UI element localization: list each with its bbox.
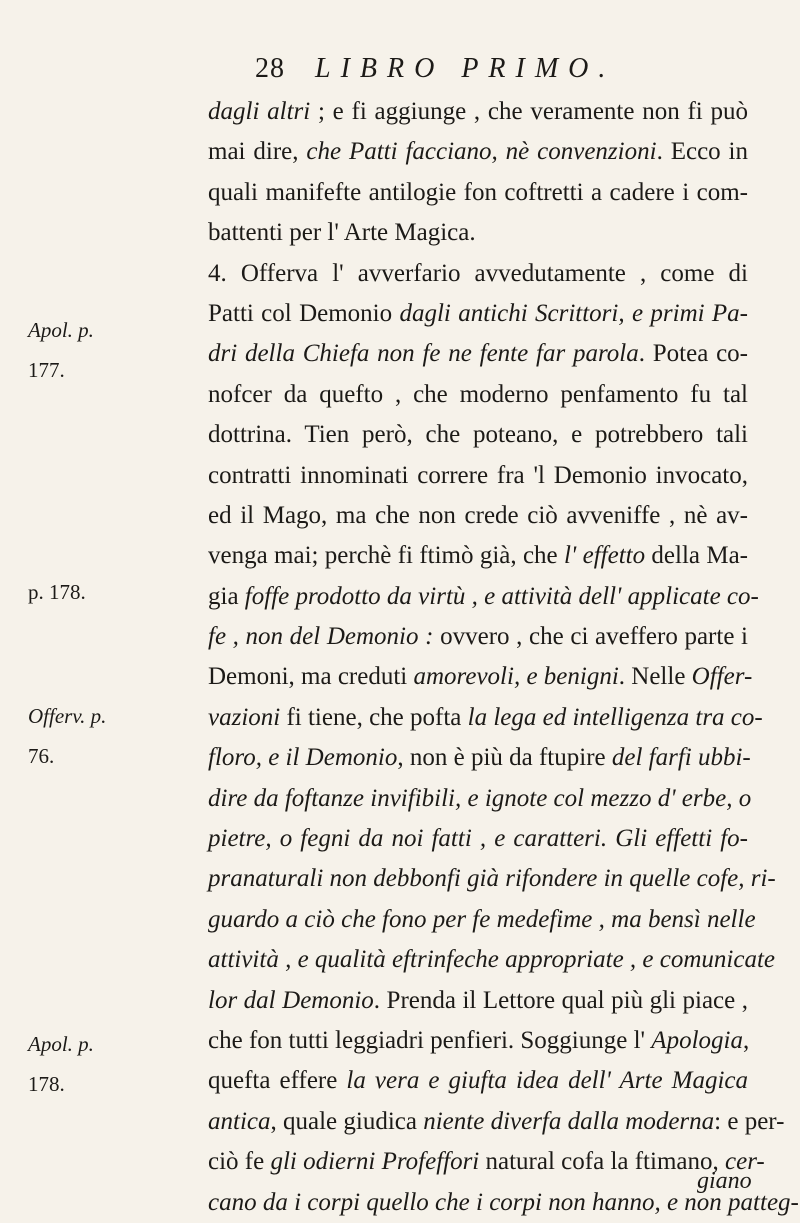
italic-run: attività , e qualità eftrinfeche appropriate , e comunicate <box>208 946 776 974</box>
text-run: , non è più da ftupire <box>397 744 612 772</box>
margin-note <box>28 1024 198 1104</box>
text-line <box>208 819 748 859</box>
text-run: . Potea co- <box>638 340 748 368</box>
margin-note-ref: Apol. p. <box>28 1032 94 1056</box>
text-line <box>208 859 776 899</box>
text-line <box>208 456 748 496</box>
text-run: dottrina. Tien però, che poteano, e potrebbero tali <box>208 421 748 449</box>
text-line <box>208 738 751 778</box>
text-line <box>208 294 748 334</box>
text-line <box>208 617 748 657</box>
page-number: 28 <box>255 53 285 84</box>
italic-run: niente diverfa dalla moderna <box>423 1107 715 1135</box>
text-run: venga mai; perchè fi ftimò già, che <box>208 542 564 570</box>
text-line <box>208 1021 748 1061</box>
text-run: . Ecco in <box>656 138 748 166</box>
text-line <box>208 657 753 697</box>
margin-note <box>28 572 198 612</box>
margin-note-page: 177. <box>28 358 65 382</box>
text-line <box>208 779 752 819</box>
italic-run: l' effetto <box>563 542 646 570</box>
text-line <box>208 940 776 980</box>
italic-run: floro, e il Demonio <box>208 744 398 772</box>
text-run: gia <box>208 582 245 610</box>
text-line <box>208 173 748 213</box>
italic-run: gli odierni Profeffori <box>270 1148 480 1176</box>
text-run: battenti per l' Arte Magica. <box>208 219 476 247</box>
text-line <box>208 1183 799 1223</box>
text-run: della Ma- <box>645 542 748 570</box>
text-run: contratti innominati correre fra 'l Demonio invocato, <box>208 461 748 489</box>
margin-note-page: 178. <box>28 1072 65 1096</box>
italic-run: cano da i corpi quello che i corpi non hanno, e non patteg- <box>208 1188 799 1216</box>
italic-run: del farfi ubbi- <box>611 744 751 772</box>
text-line <box>208 334 748 374</box>
margin-note-ref: Offerv. p. <box>28 704 107 728</box>
margin-note <box>28 310 198 390</box>
italic-run: Offer- <box>691 663 753 691</box>
italic-run: pranaturali non debbonfi già rifondere in quelle cofe, ri- <box>208 865 776 893</box>
text-line <box>208 375 748 415</box>
text-run: ed il Mago, ma che non crede ciò avveniffe , nè av- <box>208 501 748 529</box>
text-run: mai dire, <box>208 138 307 166</box>
body-text <box>208 92 799 1223</box>
margin-note-page: 76. <box>28 744 55 768</box>
margin-note <box>28 696 198 776</box>
italic-run: vazioni <box>208 703 281 731</box>
text-line <box>208 577 759 617</box>
italic-run: pietre, o fegni da noi fatti , e caratteri. Gli effetti fo- <box>208 825 748 853</box>
text-run: ; e fi aggiunge , che veramente non fi può <box>310 98 748 125</box>
italic-run: dagli altri <box>208 98 311 125</box>
text-line <box>208 92 748 132</box>
text-line <box>208 900 756 940</box>
text-run: Demoni, ma creduti <box>208 663 414 691</box>
text-line <box>208 415 748 455</box>
text-run: natural cofa la ftimano, <box>479 1148 725 1176</box>
text-run: quefta effere <box>208 1067 347 1095</box>
text-line <box>208 1102 785 1142</box>
text-run: fi tiene, che pofta <box>280 703 468 731</box>
italic-run: lor dal Demonio <box>208 986 374 1014</box>
text-line <box>208 698 763 738</box>
italic-run: la vera e giufta idea dell' Arte Magica <box>346 1067 748 1095</box>
margin-note-ref: Apol. p. <box>28 318 94 342</box>
italic-run: dri della Chiefa non fe ne fente far parola <box>208 340 639 368</box>
italic-run: amorevoli, e benigni <box>413 663 619 691</box>
italic-run: foffe prodotto da virtù , e attività dell' applicate co- <box>244 582 759 610</box>
text-line <box>208 132 748 172</box>
text-line <box>208 981 748 1021</box>
text-run: ovvero , che ci aveffero parte i <box>433 623 748 651</box>
catchword: giano <box>697 1168 752 1194</box>
text-run: 4. Offerva l' avverfario avvedutamente , come di <box>208 259 748 287</box>
italic-run: cer- <box>725 1148 765 1176</box>
italic-run: la lega ed intelligenza tra co- <box>467 703 763 731</box>
text-line <box>208 1061 748 1101</box>
text-run: nofcer da quefto , che moderno penfamento fu tal <box>208 380 748 408</box>
text-run: . Nelle <box>618 663 692 691</box>
italic-run: guardo a ciò che fono per fe medefime , ma bensì nelle <box>208 905 756 933</box>
italic-run: che Patti facciano, nè convenzioni <box>306 138 657 166</box>
text-line <box>208 213 748 253</box>
italic-run: antica <box>208 1107 271 1135</box>
running-title: LIBRO PRIMO. <box>315 53 616 84</box>
text-run: . Prenda il Lettore qual più gli piace , <box>373 986 748 1014</box>
text-run: Patti col Demonio <box>208 299 400 327</box>
text-line <box>208 254 748 294</box>
italic-run: Apologia <box>651 1026 743 1054</box>
text-run: che fon tutti leggiadri penfieri. Soggiunge l' <box>208 1026 652 1054</box>
italic-run: dagli antichi Scrittori, e primi Pa- <box>399 299 749 327</box>
text-run: quali manifefte antilogie fon coftretti a cadere i com- <box>208 178 748 206</box>
text-run: ciò fe <box>208 1148 271 1176</box>
text-line <box>208 496 748 536</box>
text-run: , <box>742 1026 750 1054</box>
italic-run: fe , non del Demonio : <box>208 623 434 651</box>
italic-run: dire da foftanze invifibili, e ignote col mezzo d' erbe, o <box>208 784 752 812</box>
text-line <box>208 536 748 576</box>
text-run: : e per- <box>714 1107 785 1135</box>
text-run: , quale giudica <box>270 1107 424 1135</box>
margin-note-ref: p. 178. <box>28 580 86 604</box>
